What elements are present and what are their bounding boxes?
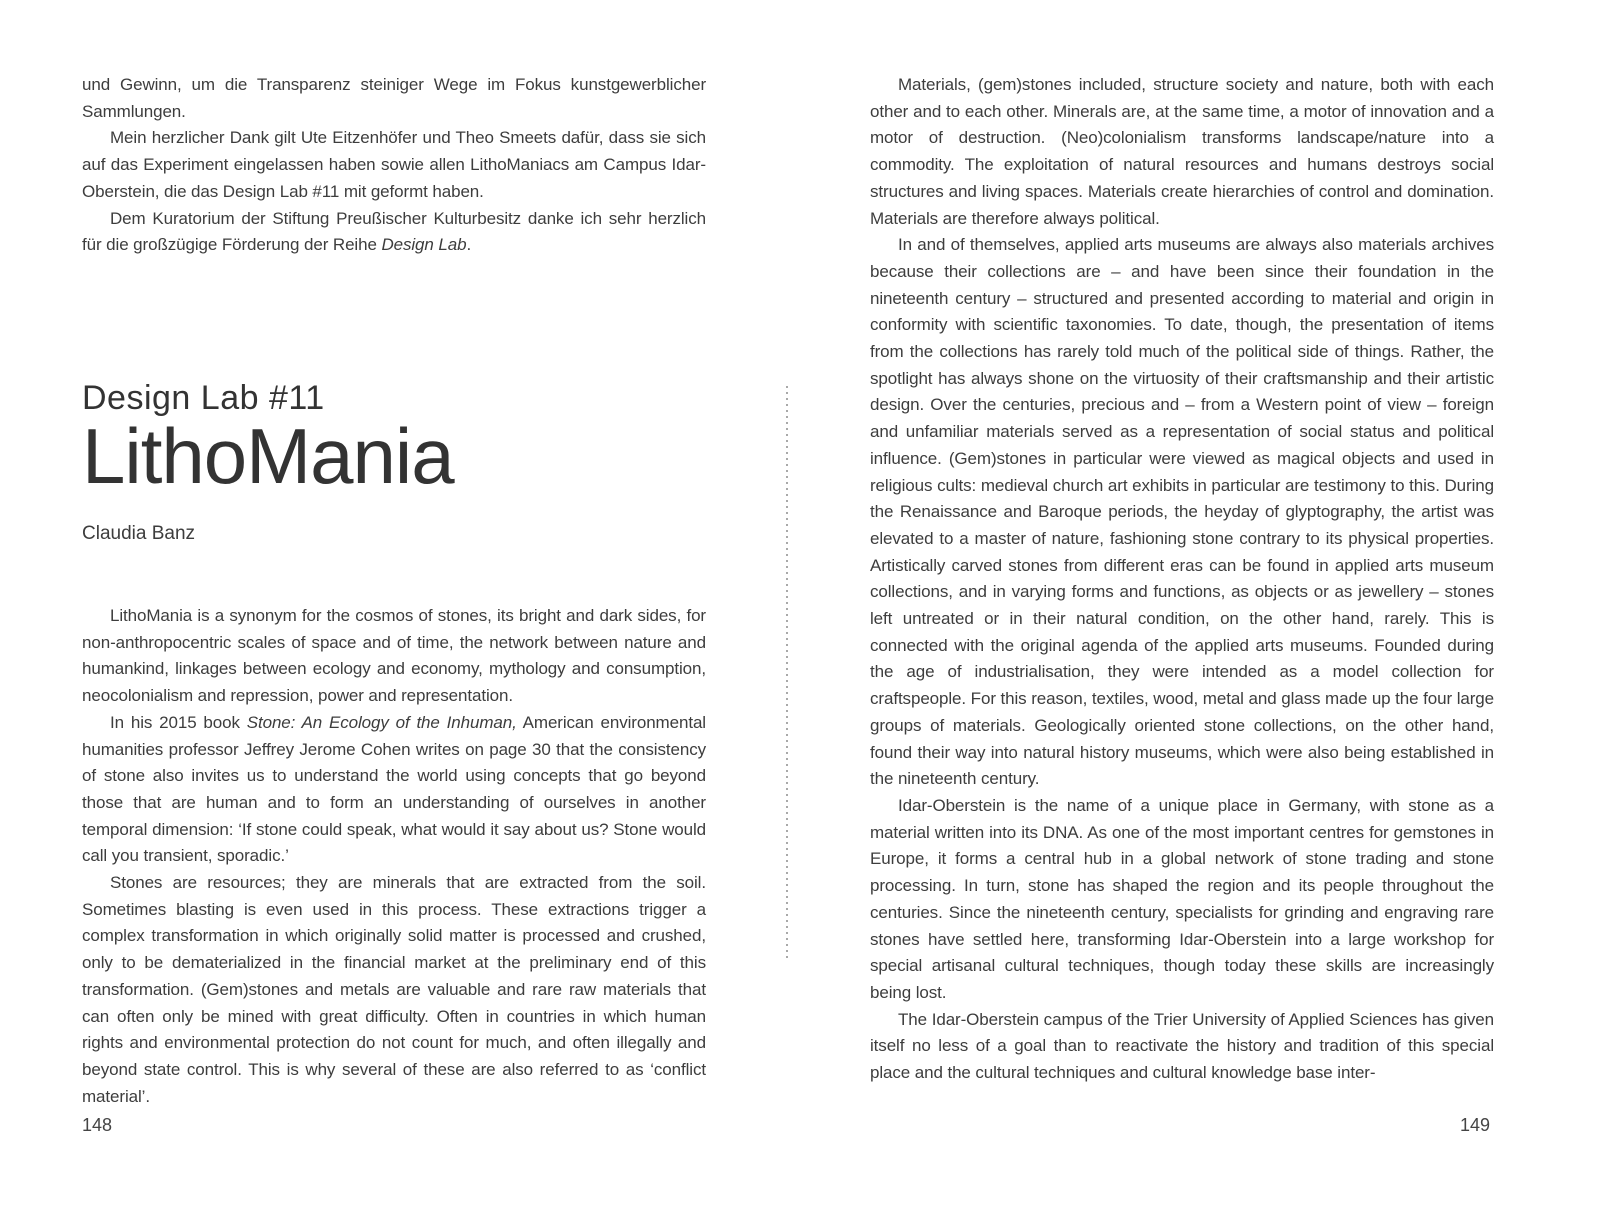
author-name: Claudia Banz <box>82 523 196 544</box>
text-segment: In his 2015 book <box>110 712 247 732</box>
paragraph: The Idar-Oberstein campus of the Trier University of Applied Sciences has given itself no less of a goal than to reactivate the history and tradition of this special place and the cultural techniques and cultural knowledge base inter- <box>870 1009 1494 1083</box>
paragraph: Idar-Oberstein is the name of a unique place in Germany, with stone as a material written into its DNA. As one of the most important centres for gemstones in Europe, it forms a central hub in a global network of stone trading and stone processing. In turn, stone has shaped the region and its people throughout the centuries. Since the nineteenth century, specialists for grinding and engraving rare stones have settled here, transforming Idar-Oberstein into a large workshop for special artisanal cultural techniques, though today these skills are increasingly being lost. <box>870 795 1494 1002</box>
dotted-column-divider <box>786 386 788 958</box>
paragraph <box>82 710 706 870</box>
paragraph: Materials, (gem)stones included, structure society and nature, both with each other and to each other. Minerals are, at the same time, a motor of innovation and a motor of destruction. (Neo)colonialism transforms landscape/nature into a commodity. The exploitation of natural resources and humans destroys social structures and living spaces. Materials create hierarchies of control and domination. Materials are therefore always political. <box>870 75 1494 228</box>
page-number-right: 149 <box>1459 1115 1490 1135</box>
paragraph <box>82 206 706 259</box>
page-number-left: 148 <box>82 1115 113 1135</box>
text-segment: American environmental humanities professor Jeffrey Jerome Cohen writes on page 30 that the consistency of stone also invites us to understand the world using concepts that go beyond those that are human and to form an understanding of ourselves in another temporal dimension: ‘If stone could speak, what would it say about us? Stone would call you transient, sporadic.’ <box>82 712 706 866</box>
right-page-body <box>870 72 1494 1087</box>
paragraph: und Gewinn, um die Transparenz steiniger Wege im Fokus kunstgewerblicher Sammlungen. <box>82 75 706 121</box>
book-title-italic: Stone: An Ecology of the Inhuman, <box>246 712 517 732</box>
chapter-heading <box>82 378 454 546</box>
chapter-title: LithoMania <box>82 412 454 500</box>
left-page-body <box>82 603 706 1110</box>
paragraph: Stones are resources; they are minerals that are extracted from the soil. Sometimes blasting is even used in this process. These extractions trigger a complex transformation in which originally solid matter is processed and crushed, only to be dematerialized in the financial market at the preliminary end of this transformation. (Gem)stones and metals are valuable and rare raw materials that can often only be mined with great difficulty. Often in countries in which human rights and environmental protection do not count for much, and often illegally and beyond state control. This is why several of these are also referred to as ‘conflict material’. <box>82 873 706 1106</box>
text-segment: . <box>466 235 472 255</box>
text-segment: Dem Kuratorium der Stiftung Preußischer Kulturbesitz danke ich sehr herzlich für die großzügige Förderung der Reihe <box>82 208 706 255</box>
left-page-german-intro <box>82 72 706 259</box>
series-title-italic: Design Lab <box>381 235 467 255</box>
chapter-overline: Design Lab #11 <box>82 379 325 417</box>
paragraph: Mein herzlicher Dank gilt Ute Eitzenhöfer und Theo Smeets dafür, dass sie sich auf das Experiment eingelassen haben sowie allen LithoManiacs am Campus Idar-Oberstein, die das Design Lab #11 mit geformt haben. <box>82 128 706 201</box>
paragraph: LithoMania is a synonym for the cosmos of stones, its bright and dark sides, for non-anthropocentric scales of space and of time, the network between nature and humankind, linkages between ecology and economy, mythology and consumption, neocolonialism and repression, power and representation. <box>82 606 706 706</box>
paragraph: In and of themselves, applied arts museums are always also materials archives because their collections are – and have been since their foundation in the nineteenth century – structured and presented according to material and origin in conformity with scientific taxonomies. To date, though, the presentation of items from the collections has rarely told much of the political side of things. Rather, the spotlight has always shone on the virtuosity of their craftsmanship and their artistic design. Over the centuries, precious and – from a Western point of view – foreign and unfamiliar materials served as a representation of social status and political influence. (Gem)stones in particular were viewed as magical objects and used in religious cults: medieval church art exhibits in particular are testimony to this. During the Renaissance and Baroque periods, the heyday of glyptography, the artist was elevated to a master of nature, fashioning stone contrary to its physical properties. Artistically carved stones from different eras can be found in applied arts museum collections, and in varying forms and functions, as objects or as jewellery – stones left untreated or in their natural condition, on the other hand, rarely. This is connected with the original agenda of the applied arts museums. Founded during the age of industrialisation, they were intended as a model collection for craftspeople. For this reason, textiles, wood, metal and glass made up the four large groups of materials. Geologically oriented stone collections, on the other hand, found their way into natural history museums, which were also being established in the nineteenth century. <box>870 235 1494 789</box>
